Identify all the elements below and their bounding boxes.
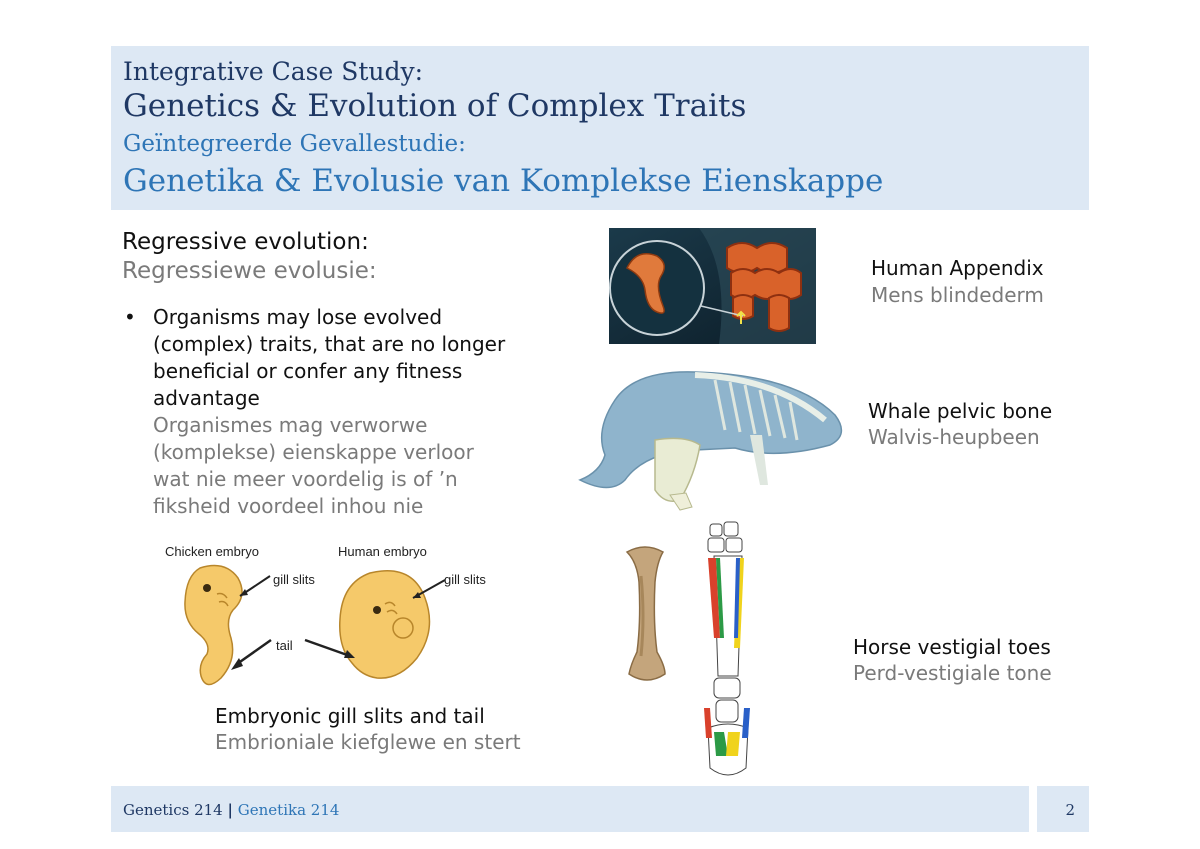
embryo-caption-en: Embryonic gill slits and tail [215,704,485,728]
bullet-af-line: wat nie meer voordelig is of ’n [153,467,458,491]
title-line-2: Genetics & Evolution of Complex Traits [123,88,747,124]
gill-slits-label-chicken: gill slits [273,572,315,587]
horse-caption-en: Horse vestigial toes [853,635,1051,659]
appendix-caption-en: Human Appendix [871,256,1044,280]
footer-course-af: Genetika 214 [237,801,340,819]
horse-bone-photo [623,546,669,682]
whale-caption-en: Whale pelvic bone [868,399,1053,423]
chicken-embryo-label: Chicken embryo [165,544,259,559]
bullet-af-line: Organismes mag verworwe [153,413,428,437]
gill-slits-label-human: gill slits [444,572,486,587]
embryo-caption-af: Embrioniale kiefglewe en stert [215,730,521,754]
title-line-4: Genetika & Evolusie van Komplekse Eienskappe [123,163,884,199]
bullet-af-line: fiksheid voordeel inhou nie [153,494,424,518]
human-embryo-label: Human embryo [338,544,427,559]
embryo-illustration [165,558,495,698]
bullet-en-line: beneficial or confer any fitness [153,359,463,383]
bullet-af-line: (komplekse) eienskappe verloor [153,440,474,464]
appendix-illustration [609,228,816,344]
horse-caption-af: Perd-vestigiale tone [853,661,1052,685]
bullet-text [153,304,505,520]
bullet-marker: • [124,305,136,329]
footer-separator: | [227,801,233,819]
footer-course-en: Genetics 214 [123,801,223,819]
whale-caption-af: Walvis-heupbeen [868,425,1040,449]
footer-bar [111,786,1029,832]
bullet-en-line: (complex) traits, that are no longer [153,332,506,356]
title-line-1: Integrative Case Study: [123,57,424,86]
section-heading-af: Regressiewe evolusie: [122,258,377,284]
horse-leg-diagram [700,518,756,784]
page-number: 2 [1065,801,1075,819]
title-line-3: Geïntegreerde Gevallestudie: [123,131,466,157]
appendix-caption-af: Mens blindederm [871,283,1044,307]
tail-label: tail [276,638,293,653]
footer-page-box [1037,786,1089,832]
bullet-en-line: advantage [153,386,260,410]
whale-skeleton-illustration [575,360,855,515]
footer-course [123,801,339,819]
section-heading-en: Regressive evolution: [122,229,369,255]
slide-title-box [111,46,1089,210]
bullet-en-line: Organisms may lose evolved [153,305,443,329]
